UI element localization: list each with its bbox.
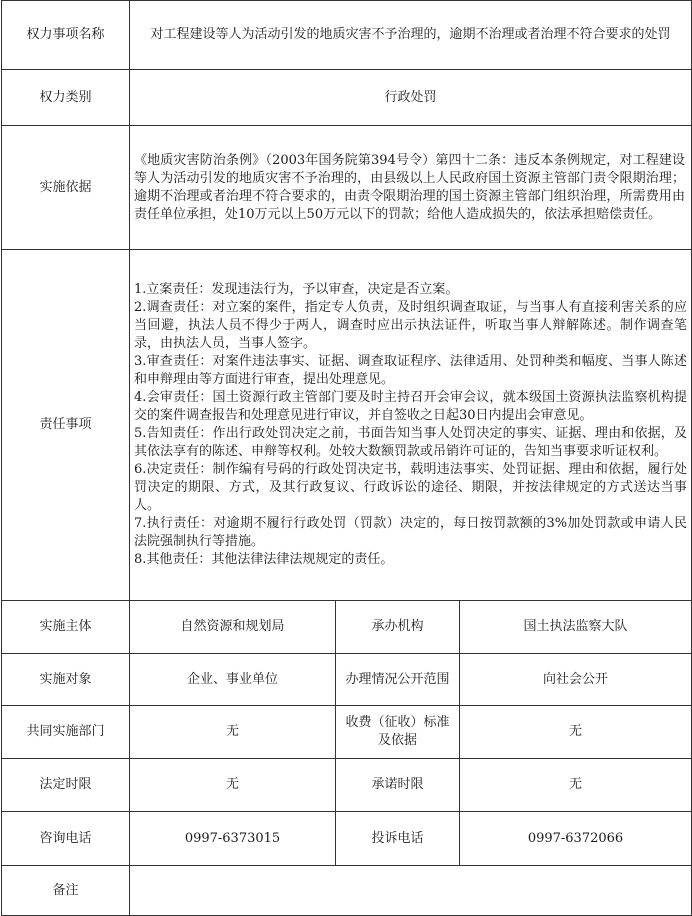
target-value: 企业、事业单位 bbox=[130, 654, 336, 706]
complaint-phone-value: 0997-6372066 bbox=[460, 812, 692, 866]
joint-dept-label: 共同实施部门 bbox=[2, 706, 130, 759]
remark-label: 备注 bbox=[2, 866, 130, 916]
responsibility-label: 责任事项 bbox=[2, 250, 130, 601]
responsibility-item: 5.告知责任：作出行政处罚决定之前，书面告知当事人处罚决定的事实、证据、理由和依据，及其依法享有的陈述、申辩等权利。处较大数额罚款或吊销许可证的，告知当事要求听证权利。 bbox=[134, 426, 687, 459]
item-name-value: 对工程建设等人为活动引发的地质灾害不予治理的，逾期不治理或者治理不符合要求的处罚 bbox=[130, 1, 692, 70]
legal-limit-label: 法定时限 bbox=[2, 759, 130, 812]
handling-org-label: 承办机构 bbox=[336, 601, 460, 654]
row-item-name bbox=[2, 1, 692, 70]
joint-dept-value: 无 bbox=[130, 706, 336, 759]
responsibility-item: 4.会审责任：国土资源行政主管部门要及时主持召开会审会议，就本级国土资源执法监察机构提交的案件调查报告和处理意见进行审议，并自签收之日起30日内提出会审意见。 bbox=[134, 390, 687, 423]
handling-org-value: 国土执法监察大队 bbox=[460, 601, 692, 654]
power-item-table bbox=[1, 0, 692, 916]
row-remark bbox=[2, 866, 692, 916]
category-label: 权力类别 bbox=[2, 70, 130, 126]
row-target bbox=[2, 654, 692, 706]
remark-value bbox=[130, 866, 692, 916]
responsibility-item: 2.调查责任：对立案的案件，指定专人负责，及时组织调查取证，与当事人有直接利害关系的应当回避，执法人员不得少于两人，调查时应出示执法证件，听取当事人辩解陈述。制作调查笔录，由执法人员，当事人签字。 bbox=[134, 300, 687, 351]
responsibility-item: 8.其他责任：其他法律法律法规规定的责任。 bbox=[134, 552, 394, 567]
disclosure-scope-label: 办理情况公开范围 bbox=[336, 654, 460, 706]
row-basis bbox=[2, 126, 692, 250]
row-responsibility bbox=[2, 250, 692, 601]
row-category bbox=[2, 70, 692, 126]
row-subject bbox=[2, 601, 692, 654]
item-name-label: 权力事项名称 bbox=[2, 1, 130, 70]
responsibility-item: 1.立案责任：发现违法行为，予以审查，决定是否立案。 bbox=[134, 282, 459, 297]
fee-standard-label: 收费（征收）标准及依据 bbox=[336, 706, 460, 759]
basis-label: 实施依据 bbox=[2, 126, 130, 250]
promised-limit-value: 无 bbox=[460, 759, 692, 812]
legal-limit-value: 无 bbox=[130, 759, 336, 812]
fee-standard-value: 无 bbox=[460, 706, 692, 759]
responsibility-item: 3.审查责任：对案件违法事实、证据、调查取证程序、法律适用、处罚种类和幅度、当事人陈述和申辩理由等方面进行审查，提出处理意见。 bbox=[134, 354, 687, 387]
responsibility-item: 6.决定责任：制作编有号码的行政处罚决定书，载明违法事实、处罚证据、理由和依据，履行处罚决定的期限、方式，及其行政复议、行政诉讼的途径、期限，并按法律规定的方式送达当事人。 bbox=[134, 462, 687, 513]
row-joint bbox=[2, 706, 692, 759]
consult-phone-label: 咨询电话 bbox=[2, 812, 130, 866]
consult-phone-value: 0997-6373015 bbox=[130, 812, 336, 866]
responsibility-item: 7.执行责任：对逾期不履行行政处罚（罚款）决定的，每日按罚款额的3%加处罚款或申请人民法院强制执行等措施。 bbox=[134, 516, 687, 549]
subject-value: 自然资源和规划局 bbox=[130, 601, 336, 654]
responsibility-list bbox=[130, 250, 692, 601]
basis-value: 《地质灾害防治条例》（2003年国务院第394号令）第四十二条：违反本条例规定，对工程建设等人为活动引发的地质灾害不予治理的，由县级以上人民政府国土资源主管部门责令限期治理；逾期不治理或者治理不符合要求的，由责令限期治理的国土资源主管部门组织治理，所需费用由责任单位承担，处10万元以上50万元以下的罚款；给他人造成损失的，依法承担赔偿责任。 bbox=[130, 126, 692, 250]
target-label: 实施对象 bbox=[2, 654, 130, 706]
category-value: 行政处罚 bbox=[130, 70, 692, 126]
row-phone bbox=[2, 812, 692, 866]
subject-label: 实施主体 bbox=[2, 601, 130, 654]
complaint-phone-label: 投诉电话 bbox=[336, 812, 460, 866]
disclosure-scope-value: 向社会公开 bbox=[460, 654, 692, 706]
promised-limit-label: 承诺时限 bbox=[336, 759, 460, 812]
row-limit bbox=[2, 759, 692, 812]
